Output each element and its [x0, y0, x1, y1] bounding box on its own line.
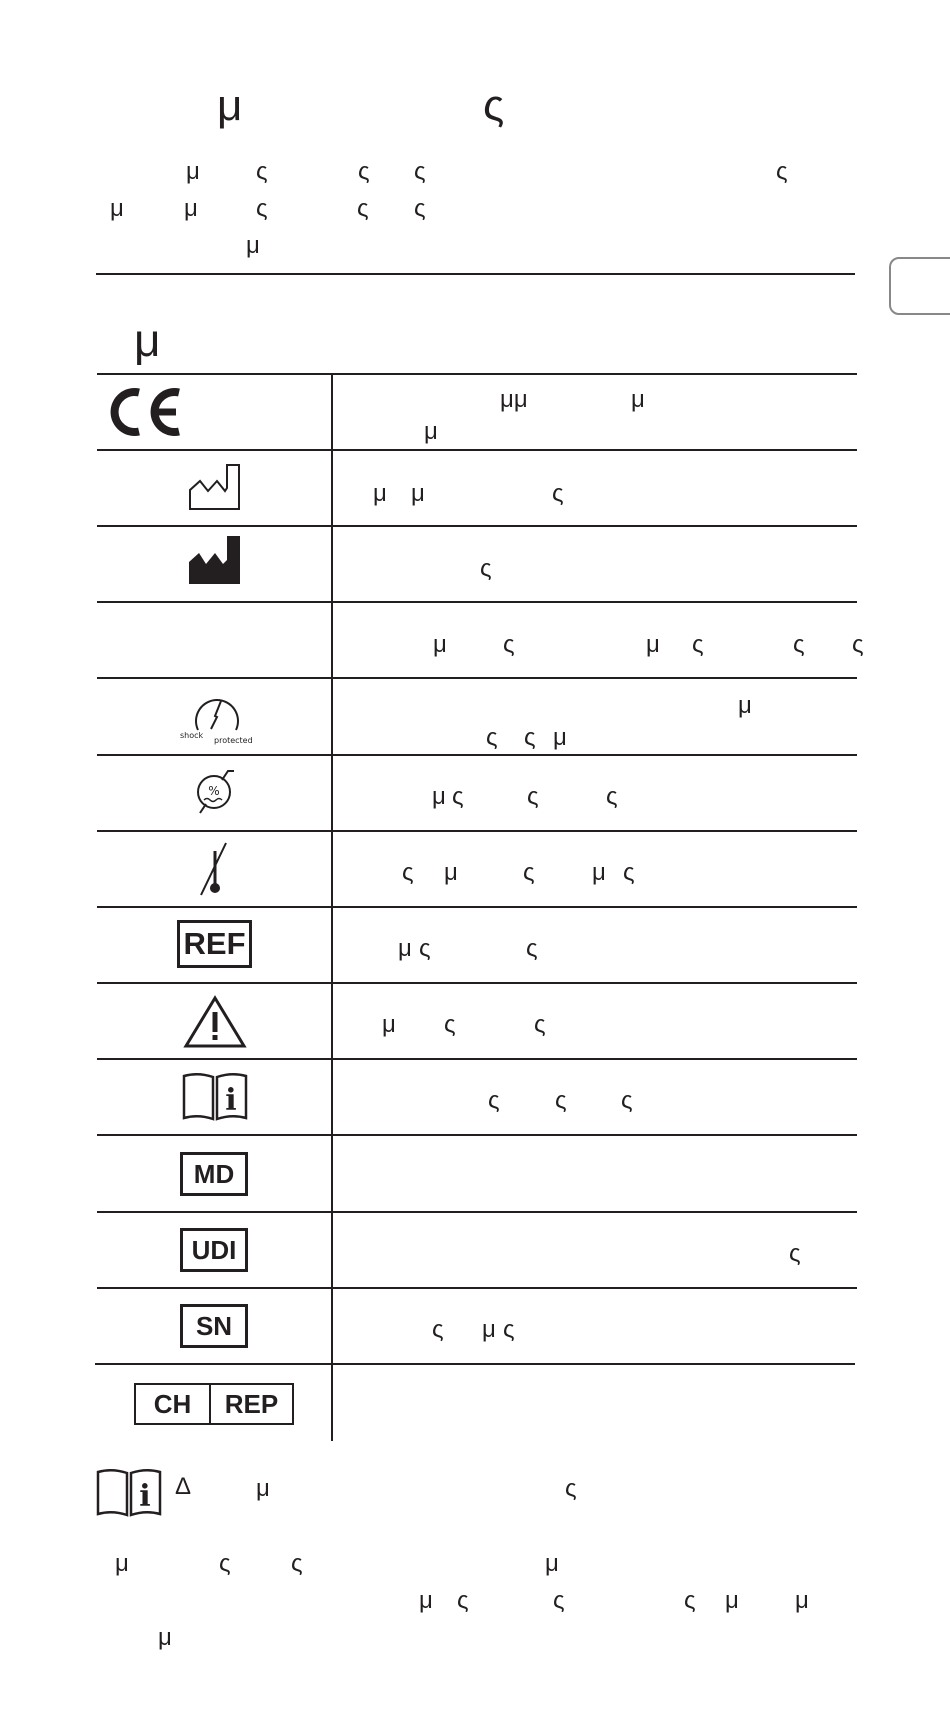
table-rule	[97, 677, 857, 679]
temperature-limit-icon	[198, 841, 232, 897]
desc-char: ς	[488, 1087, 500, 1114]
para-char: ς	[684, 1587, 696, 1614]
table-rule	[97, 754, 857, 756]
table-rule	[97, 601, 857, 603]
rep-label: REP	[224, 1388, 279, 1419]
table-rule	[97, 1287, 857, 1289]
desc-char: ς	[480, 555, 492, 582]
shock-icon-label: shock	[180, 731, 204, 740]
desc-char: ς	[526, 935, 538, 962]
table-rule	[97, 449, 857, 451]
desc-char: ς	[606, 783, 618, 810]
desc-char: ς	[503, 1316, 515, 1343]
intro-char: ς	[357, 195, 369, 222]
intro-char: ς	[414, 195, 426, 222]
intro-char: ς	[776, 158, 788, 185]
table-rule	[97, 830, 857, 832]
para-char: μ	[795, 1587, 809, 1614]
para-char: μ	[115, 1550, 129, 1577]
intro-char: μ	[184, 195, 198, 222]
desc-char: ς	[692, 631, 704, 658]
ch-label: CH	[136, 1385, 211, 1423]
consult-instructions-icon	[95, 1468, 163, 1518]
desc-char: ς	[503, 631, 515, 658]
medical-device-icon: MD	[180, 1152, 248, 1196]
table-column-divider	[331, 373, 333, 1441]
consult-instructions-icon	[182, 1072, 248, 1122]
para-char: μ	[158, 1624, 172, 1651]
udi-icon: UDI	[180, 1228, 248, 1272]
intro-char: ς	[414, 158, 426, 185]
table-rule	[97, 1058, 857, 1060]
table-rule	[97, 1211, 857, 1213]
desc-char: ς	[523, 859, 535, 886]
table-rule	[97, 525, 857, 527]
section-divider	[96, 273, 855, 275]
desc-char: ς	[621, 1087, 633, 1114]
manufacturer-icon	[187, 534, 243, 586]
table-rule	[97, 906, 857, 908]
para-char: μ	[725, 1587, 739, 1614]
desc-char: ς	[852, 631, 864, 658]
para-char: ς	[219, 1550, 231, 1577]
para-char: μ	[545, 1550, 559, 1577]
desc-char: μ	[398, 935, 412, 962]
info-icon-label: i	[139, 1479, 151, 1514]
ch-rep-icon	[134, 1383, 294, 1425]
desc-char: ς	[402, 859, 414, 886]
info-icon-label: i	[225, 1083, 237, 1118]
table-rule	[95, 1363, 855, 1365]
desc-char: ς	[793, 631, 805, 658]
para-char: ς	[553, 1587, 565, 1614]
table-rule	[97, 1134, 857, 1136]
ce-mark-icon	[108, 386, 184, 438]
serial-number-icon: SN	[180, 1304, 248, 1348]
desc-char: μ	[433, 631, 447, 658]
humidity-icon-label: %	[208, 784, 220, 798]
desc-char: ς	[623, 859, 635, 886]
desc-char: ς	[789, 1240, 801, 1267]
table-rule	[97, 982, 857, 984]
warning-triangle-icon	[183, 995, 247, 1049]
desc-char: ς	[534, 1011, 546, 1038]
title-char: μ	[217, 81, 243, 130]
note-char: Δ	[175, 1473, 192, 1500]
ref-catalogue-number-icon: REF	[177, 920, 252, 968]
desc-char: μ	[738, 692, 752, 719]
date-of-manufacture-icon	[187, 462, 243, 512]
desc-char: ς	[527, 783, 539, 810]
note-char: ς	[565, 1475, 577, 1502]
desc-char: μ	[444, 859, 458, 886]
intro-char: ς	[256, 195, 268, 222]
desc-char: ς	[419, 935, 431, 962]
desc-char: ς	[524, 724, 536, 751]
desc-char: μ	[432, 783, 446, 810]
intro-char: μ	[110, 195, 124, 222]
desc-char: μ	[592, 859, 606, 886]
para-char: ς	[457, 1587, 469, 1614]
desc-char: ς	[555, 1087, 567, 1114]
desc-char: μ	[553, 724, 567, 751]
intro-char: ς	[358, 158, 370, 185]
intro-char: μ	[186, 158, 200, 185]
section-title: μ	[134, 314, 161, 366]
desc-char: ς	[452, 783, 464, 810]
para-char: μ	[419, 1587, 433, 1614]
intro-char: μ	[246, 232, 260, 259]
desc-char: ς	[552, 480, 564, 507]
shock-protected-icon	[176, 688, 258, 746]
desc-char: μ	[411, 480, 425, 507]
desc-char: μ	[382, 1011, 396, 1038]
side-tab	[889, 257, 950, 315]
protected-icon-label: protected	[214, 736, 253, 745]
humidity-limitation-icon	[192, 765, 236, 819]
title-char: ς	[483, 81, 505, 130]
desc-char: μ	[631, 386, 645, 413]
desc-char: μ	[424, 418, 438, 445]
intro-char: ς	[256, 158, 268, 185]
desc-char: μ	[373, 480, 387, 507]
table-rule	[97, 373, 857, 375]
desc-char: μμ	[500, 386, 528, 413]
para-char: ς	[291, 1550, 303, 1577]
desc-char: μ	[646, 631, 660, 658]
note-char: μ	[256, 1475, 270, 1502]
desc-char: ς	[486, 724, 498, 751]
desc-char: μ	[482, 1316, 496, 1343]
desc-char: ς	[444, 1011, 456, 1038]
desc-char: ς	[432, 1316, 444, 1343]
